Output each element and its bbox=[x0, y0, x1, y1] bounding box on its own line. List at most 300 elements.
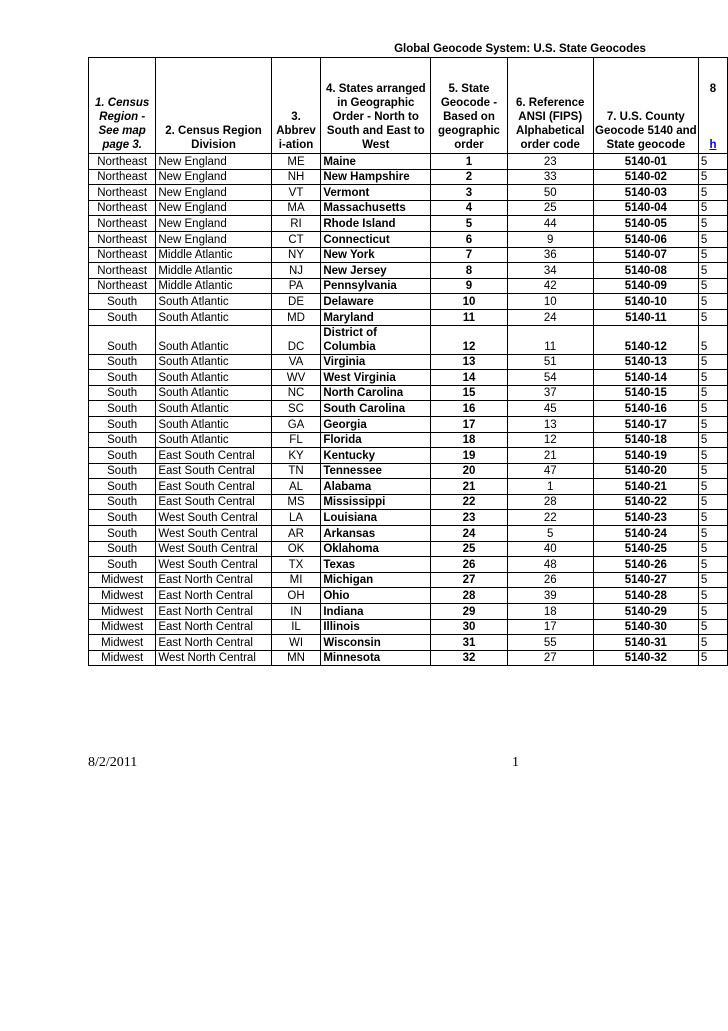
cell-county-geocode: 5140-08 bbox=[593, 263, 698, 279]
cell-fips-code: 54 bbox=[507, 370, 593, 386]
table-row bbox=[89, 604, 728, 620]
cell-fips-code: 27 bbox=[507, 650, 593, 666]
cell-state-geocode: 13 bbox=[431, 354, 507, 370]
cell-fips-code: 39 bbox=[507, 588, 593, 604]
cell-column-8: 5 bbox=[698, 479, 727, 495]
cell-state-geocode: 26 bbox=[431, 557, 507, 573]
table-row bbox=[89, 572, 728, 588]
cell-county-geocode: 5140-12 bbox=[593, 325, 698, 354]
cell-abbreviation: DE bbox=[271, 294, 321, 310]
cell-fips-code: 42 bbox=[507, 278, 593, 294]
cell-county-geocode: 5140-17 bbox=[593, 416, 698, 432]
cell-column-8: 5 bbox=[698, 370, 727, 386]
cell-state-geocode: 4 bbox=[431, 200, 507, 216]
cell-state-geocode: 14 bbox=[431, 370, 507, 386]
table-row bbox=[89, 247, 728, 263]
cell-abbreviation: AL bbox=[271, 479, 321, 495]
table-row bbox=[89, 541, 728, 557]
state-geocode-table bbox=[88, 57, 728, 666]
cell-state-geocode: 3 bbox=[431, 185, 507, 201]
table-header-row bbox=[89, 58, 728, 154]
cell-column-8: 5 bbox=[698, 432, 727, 448]
cell-abbreviation: VT bbox=[271, 185, 321, 201]
cell-column-8: 5 bbox=[698, 263, 727, 279]
table-row bbox=[89, 263, 728, 279]
cell-county-geocode: 5140-15 bbox=[593, 385, 698, 401]
cell-state-name: Wisconsin bbox=[321, 635, 431, 651]
cell-column-8: 5 bbox=[698, 650, 727, 666]
cell-county-geocode: 5140-24 bbox=[593, 526, 698, 542]
cell-census-region: South bbox=[89, 479, 156, 495]
cell-county-geocode: 5140-20 bbox=[593, 463, 698, 479]
cell-fips-code: 36 bbox=[507, 247, 593, 263]
cell-abbreviation: NJ bbox=[271, 263, 321, 279]
header-8-link[interactable]: h bbox=[709, 139, 717, 151]
cell-column-8: 5 bbox=[698, 325, 727, 354]
cell-county-geocode: 5140-03 bbox=[593, 185, 698, 201]
cell-fips-code: 48 bbox=[507, 557, 593, 573]
cell-state-geocode: 8 bbox=[431, 263, 507, 279]
cell-state-geocode: 29 bbox=[431, 604, 507, 620]
cell-fips-code: 44 bbox=[507, 216, 593, 232]
table-row bbox=[89, 510, 728, 526]
header-8-number: 8 bbox=[709, 83, 717, 95]
cell-fips-code: 10 bbox=[507, 294, 593, 310]
cell-fips-code: 17 bbox=[507, 619, 593, 635]
cell-state-geocode: 15 bbox=[431, 385, 507, 401]
cell-state-name: North Carolina bbox=[321, 385, 431, 401]
table-row bbox=[89, 650, 728, 666]
cell-fips-code: 47 bbox=[507, 463, 593, 479]
cell-state-name: New Jersey bbox=[321, 263, 431, 279]
cell-column-8: 5 bbox=[698, 278, 727, 294]
cell-fips-code: 11 bbox=[507, 325, 593, 354]
cell-census-region: Northeast bbox=[89, 278, 156, 294]
cell-fips-code: 45 bbox=[507, 401, 593, 417]
cell-census-region: Midwest bbox=[89, 572, 156, 588]
cell-census-region: South bbox=[89, 370, 156, 386]
cell-abbreviation: OH bbox=[271, 588, 321, 604]
cell-state-name: Virginia bbox=[321, 354, 431, 370]
cell-state-geocode: 24 bbox=[431, 526, 507, 542]
header-census-division: 2. Census Region Division bbox=[156, 58, 271, 154]
table-row bbox=[89, 354, 728, 370]
cell-abbreviation: GA bbox=[271, 416, 321, 432]
cell-abbreviation: TN bbox=[271, 463, 321, 479]
cell-fips-code: 13 bbox=[507, 416, 593, 432]
cell-census-division: East South Central bbox=[156, 494, 271, 510]
cell-state-name: New York bbox=[321, 247, 431, 263]
cell-state-name: Massachusetts bbox=[321, 200, 431, 216]
cell-census-division: West South Central bbox=[156, 526, 271, 542]
cell-county-geocode: 5140-22 bbox=[593, 494, 698, 510]
cell-abbreviation: OK bbox=[271, 541, 321, 557]
cell-abbreviation: IL bbox=[271, 619, 321, 635]
cell-census-region: South bbox=[89, 385, 156, 401]
cell-county-geocode: 5140-09 bbox=[593, 278, 698, 294]
table-row bbox=[89, 370, 728, 386]
cell-census-region: South bbox=[89, 463, 156, 479]
cell-state-name: Alabama bbox=[321, 479, 431, 495]
table-row bbox=[89, 231, 728, 247]
cell-census-region: South bbox=[89, 432, 156, 448]
cell-state-name: Kentucky bbox=[321, 448, 431, 464]
cell-fips-code: 12 bbox=[507, 432, 593, 448]
cell-county-geocode: 5140-21 bbox=[593, 479, 698, 495]
cell-state-geocode: 18 bbox=[431, 432, 507, 448]
cell-census-region: South bbox=[89, 401, 156, 417]
cell-census-division: South Atlantic bbox=[156, 401, 271, 417]
cell-census-division: New England bbox=[156, 200, 271, 216]
cell-abbreviation: LA bbox=[271, 510, 321, 526]
cell-state-name: Minnesota bbox=[321, 650, 431, 666]
cell-column-8: 5 bbox=[698, 247, 727, 263]
cell-state-name: New Hampshire bbox=[321, 169, 431, 185]
cell-census-region: Northeast bbox=[89, 169, 156, 185]
header-census-region: 1. Census Region - See map page 3. bbox=[89, 58, 156, 154]
cell-abbreviation: TX bbox=[271, 557, 321, 573]
cell-state-name: Indiana bbox=[321, 604, 431, 620]
cell-county-geocode: 5140-13 bbox=[593, 354, 698, 370]
cell-census-region: South bbox=[89, 526, 156, 542]
table-row bbox=[89, 463, 728, 479]
cell-state-geocode: 10 bbox=[431, 294, 507, 310]
cell-fips-code: 51 bbox=[507, 354, 593, 370]
table-row bbox=[89, 557, 728, 573]
cell-abbreviation: WI bbox=[271, 635, 321, 651]
cell-census-region: South bbox=[89, 510, 156, 526]
cell-column-8: 5 bbox=[698, 557, 727, 573]
cell-state-geocode: 32 bbox=[431, 650, 507, 666]
table-row bbox=[89, 278, 728, 294]
cell-county-geocode: 5140-02 bbox=[593, 169, 698, 185]
cell-column-8: 5 bbox=[698, 604, 727, 620]
cell-state-name: Oklahoma bbox=[321, 541, 431, 557]
header-county-geocode: 7. U.S. County Geocode 5140 and State geocode bbox=[593, 58, 698, 154]
cell-census-division: New England bbox=[156, 231, 271, 247]
table-row bbox=[89, 526, 728, 542]
cell-fips-code: 40 bbox=[507, 541, 593, 557]
cell-state-name: Tennessee bbox=[321, 463, 431, 479]
table-row bbox=[89, 432, 728, 448]
cell-county-geocode: 5140-30 bbox=[593, 619, 698, 635]
cell-abbreviation: KY bbox=[271, 448, 321, 464]
cell-county-geocode: 5140-19 bbox=[593, 448, 698, 464]
cell-abbreviation: PA bbox=[271, 278, 321, 294]
cell-fips-code: 5 bbox=[507, 526, 593, 542]
cell-census-division: South Atlantic bbox=[156, 309, 271, 325]
cell-census-region: South bbox=[89, 541, 156, 557]
cell-census-division: Middle Atlantic bbox=[156, 278, 271, 294]
table-row bbox=[89, 200, 728, 216]
cell-column-8: 5 bbox=[698, 572, 727, 588]
cell-abbreviation: WV bbox=[271, 370, 321, 386]
cell-column-8: 5 bbox=[698, 448, 727, 464]
cell-county-geocode: 5140-25 bbox=[593, 541, 698, 557]
page-title: Global Geocode System: U.S. State Geocodes bbox=[394, 43, 646, 55]
table-row bbox=[89, 401, 728, 417]
cell-state-geocode: 7 bbox=[431, 247, 507, 263]
cell-column-8: 5 bbox=[698, 401, 727, 417]
cell-column-8: 5 bbox=[698, 294, 727, 310]
cell-fips-code: 28 bbox=[507, 494, 593, 510]
footer-date: 8/2/2011 bbox=[88, 755, 138, 770]
cell-state-name: Arkansas bbox=[321, 526, 431, 542]
cell-census-division: New England bbox=[156, 154, 271, 170]
cell-census-division: New England bbox=[156, 216, 271, 232]
cell-abbreviation: NY bbox=[271, 247, 321, 263]
cell-census-region: Midwest bbox=[89, 604, 156, 620]
cell-state-name: Delaware bbox=[321, 294, 431, 310]
cell-census-region: South bbox=[89, 325, 156, 354]
cell-state-geocode: 1 bbox=[431, 154, 507, 170]
table-row bbox=[89, 635, 728, 651]
cell-abbreviation: NC bbox=[271, 385, 321, 401]
table-row bbox=[89, 416, 728, 432]
cell-county-geocode: 5140-26 bbox=[593, 557, 698, 573]
cell-census-division: East North Central bbox=[156, 572, 271, 588]
cell-column-8: 5 bbox=[698, 385, 727, 401]
cell-census-division: New England bbox=[156, 169, 271, 185]
cell-state-name: Vermont bbox=[321, 185, 431, 201]
cell-column-8: 5 bbox=[698, 185, 727, 201]
cell-census-region: South bbox=[89, 557, 156, 573]
cell-state-name: Rhode Island bbox=[321, 216, 431, 232]
cell-census-division: West North Central bbox=[156, 650, 271, 666]
cell-fips-code: 24 bbox=[507, 309, 593, 325]
cell-county-geocode: 5140-06 bbox=[593, 231, 698, 247]
table-row bbox=[89, 294, 728, 310]
cell-county-geocode: 5140-18 bbox=[593, 432, 698, 448]
cell-census-region: South bbox=[89, 309, 156, 325]
cell-census-division: South Atlantic bbox=[156, 370, 271, 386]
cell-state-geocode: 30 bbox=[431, 619, 507, 635]
cell-state-geocode: 20 bbox=[431, 463, 507, 479]
cell-state-geocode: 5 bbox=[431, 216, 507, 232]
cell-state-geocode: 2 bbox=[431, 169, 507, 185]
cell-column-8: 5 bbox=[698, 526, 727, 542]
cell-census-region: Northeast bbox=[89, 185, 156, 201]
cell-fips-code: 34 bbox=[507, 263, 593, 279]
cell-abbreviation: MD bbox=[271, 309, 321, 325]
cell-state-name: Georgia bbox=[321, 416, 431, 432]
header-ansi-fips-code: 6. Reference ANSI (FIPS) Alphabetical order code bbox=[507, 58, 593, 154]
cell-census-region: Northeast bbox=[89, 231, 156, 247]
cell-column-8: 5 bbox=[698, 231, 727, 247]
footer-page-number: 1 bbox=[512, 755, 519, 770]
cell-state-name: Ohio bbox=[321, 588, 431, 604]
cell-column-8: 5 bbox=[698, 200, 727, 216]
cell-census-region: South bbox=[89, 416, 156, 432]
cell-census-region: South bbox=[89, 494, 156, 510]
cell-column-8: 5 bbox=[698, 309, 727, 325]
cell-county-geocode: 5140-23 bbox=[593, 510, 698, 526]
cell-census-division: West South Central bbox=[156, 557, 271, 573]
cell-census-division: East South Central bbox=[156, 448, 271, 464]
table-row bbox=[89, 494, 728, 510]
cell-census-division: East North Central bbox=[156, 604, 271, 620]
cell-county-geocode: 5140-16 bbox=[593, 401, 698, 417]
cell-county-geocode: 5140-27 bbox=[593, 572, 698, 588]
cell-column-8: 5 bbox=[698, 494, 727, 510]
cell-abbreviation: SC bbox=[271, 401, 321, 417]
header-state-geocode: 5. State Geocode - Based on geographic order bbox=[431, 58, 507, 154]
cell-census-division: New England bbox=[156, 185, 271, 201]
cell-state-geocode: 21 bbox=[431, 479, 507, 495]
cell-state-geocode: 6 bbox=[431, 231, 507, 247]
cell-county-geocode: 5140-04 bbox=[593, 200, 698, 216]
cell-census-region: Northeast bbox=[89, 154, 156, 170]
cell-census-division: South Atlantic bbox=[156, 325, 271, 354]
cell-state-name: Louisiana bbox=[321, 510, 431, 526]
cell-census-division: East North Central bbox=[156, 635, 271, 651]
cell-fips-code: 25 bbox=[507, 200, 593, 216]
cell-state-name: Florida bbox=[321, 432, 431, 448]
cell-census-region: South bbox=[89, 354, 156, 370]
cell-abbreviation: RI bbox=[271, 216, 321, 232]
cell-column-8: 5 bbox=[698, 154, 727, 170]
cell-state-geocode: 19 bbox=[431, 448, 507, 464]
header-column-8-cut bbox=[698, 58, 727, 154]
cell-state-name: Maryland bbox=[321, 309, 431, 325]
cell-fips-code: 50 bbox=[507, 185, 593, 201]
cell-abbreviation: MI bbox=[271, 572, 321, 588]
header-abbreviation: 3. Abbrev i-ation bbox=[271, 58, 321, 154]
cell-abbreviation: ME bbox=[271, 154, 321, 170]
cell-fips-code: 55 bbox=[507, 635, 593, 651]
cell-state-geocode: 25 bbox=[431, 541, 507, 557]
cell-census-region: Northeast bbox=[89, 263, 156, 279]
table-row bbox=[89, 169, 728, 185]
cell-fips-code: 21 bbox=[507, 448, 593, 464]
table-row bbox=[89, 385, 728, 401]
cell-county-geocode: 5140-32 bbox=[593, 650, 698, 666]
cell-state-geocode: 16 bbox=[431, 401, 507, 417]
cell-census-division: South Atlantic bbox=[156, 432, 271, 448]
cell-state-geocode: 28 bbox=[431, 588, 507, 604]
cell-column-8: 5 bbox=[698, 169, 727, 185]
cell-census-division: East South Central bbox=[156, 479, 271, 495]
cell-census-region: South bbox=[89, 448, 156, 464]
cell-state-geocode: 12 bbox=[431, 325, 507, 354]
cell-county-geocode: 5140-28 bbox=[593, 588, 698, 604]
cell-abbreviation: IN bbox=[271, 604, 321, 620]
table-row bbox=[89, 479, 728, 495]
cell-state-geocode: 17 bbox=[431, 416, 507, 432]
cell-census-region: Midwest bbox=[89, 619, 156, 635]
cell-column-8: 5 bbox=[698, 463, 727, 479]
cell-county-geocode: 5140-29 bbox=[593, 604, 698, 620]
cell-fips-code: 22 bbox=[507, 510, 593, 526]
table-body bbox=[89, 58, 728, 666]
cell-census-region: Midwest bbox=[89, 635, 156, 651]
cell-abbreviation: MN bbox=[271, 650, 321, 666]
cell-fips-code: 33 bbox=[507, 169, 593, 185]
cell-fips-code: 37 bbox=[507, 385, 593, 401]
cell-census-division: South Atlantic bbox=[156, 385, 271, 401]
cell-census-division: South Atlantic bbox=[156, 354, 271, 370]
cell-census-division: Middle Atlantic bbox=[156, 263, 271, 279]
cell-state-geocode: 31 bbox=[431, 635, 507, 651]
cell-county-geocode: 5140-05 bbox=[593, 216, 698, 232]
cell-state-name: Mississippi bbox=[321, 494, 431, 510]
cell-state-name: Texas bbox=[321, 557, 431, 573]
cell-state-name: Pennsylvania bbox=[321, 278, 431, 294]
cell-census-division: South Atlantic bbox=[156, 416, 271, 432]
cell-state-geocode: 23 bbox=[431, 510, 507, 526]
cell-abbreviation: AR bbox=[271, 526, 321, 542]
cell-abbreviation: DC bbox=[271, 325, 321, 354]
cell-census-division: Middle Atlantic bbox=[156, 247, 271, 263]
cell-abbreviation: FL bbox=[271, 432, 321, 448]
cell-census-division: West South Central bbox=[156, 541, 271, 557]
cell-state-name: District of Columbia bbox=[321, 325, 431, 354]
cell-column-8: 5 bbox=[698, 635, 727, 651]
cell-fips-code: 1 bbox=[507, 479, 593, 495]
cell-state-name: South Carolina bbox=[321, 401, 431, 417]
cell-census-region: Northeast bbox=[89, 247, 156, 263]
table-row bbox=[89, 619, 728, 635]
cell-county-geocode: 5140-31 bbox=[593, 635, 698, 651]
cell-census-region: Midwest bbox=[89, 588, 156, 604]
cell-abbreviation: MA bbox=[271, 200, 321, 216]
cell-state-geocode: 9 bbox=[431, 278, 507, 294]
cell-state-geocode: 11 bbox=[431, 309, 507, 325]
cell-county-geocode: 5140-11 bbox=[593, 309, 698, 325]
table-row bbox=[89, 185, 728, 201]
table-row bbox=[89, 154, 728, 170]
cell-column-8: 5 bbox=[698, 588, 727, 604]
cell-county-geocode: 5140-10 bbox=[593, 294, 698, 310]
cell-census-division: East North Central bbox=[156, 619, 271, 635]
cell-state-geocode: 27 bbox=[431, 572, 507, 588]
cell-state-name: Illinois bbox=[321, 619, 431, 635]
cell-county-geocode: 5140-07 bbox=[593, 247, 698, 263]
cell-column-8: 5 bbox=[698, 354, 727, 370]
table-row bbox=[89, 216, 728, 232]
cell-abbreviation: MS bbox=[271, 494, 321, 510]
cell-column-8: 5 bbox=[698, 416, 727, 432]
cell-column-8: 5 bbox=[698, 619, 727, 635]
cell-census-division: South Atlantic bbox=[156, 294, 271, 310]
header-states-geographic-order: 4. States arranged in Geographic Order - North to South and East to West bbox=[321, 58, 431, 154]
cell-column-8: 5 bbox=[698, 510, 727, 526]
cell-fips-code: 18 bbox=[507, 604, 593, 620]
cell-county-geocode: 5140-14 bbox=[593, 370, 698, 386]
table-row bbox=[89, 448, 728, 464]
cell-column-8: 5 bbox=[698, 541, 727, 557]
cell-state-name: West Virginia bbox=[321, 370, 431, 386]
cell-abbreviation: CT bbox=[271, 231, 321, 247]
cell-census-division: East South Central bbox=[156, 463, 271, 479]
cell-column-8: 5 bbox=[698, 216, 727, 232]
cell-state-name: Connecticut bbox=[321, 231, 431, 247]
table-row bbox=[89, 325, 728, 354]
cell-census-division: East North Central bbox=[156, 588, 271, 604]
cell-fips-code: 26 bbox=[507, 572, 593, 588]
table-row bbox=[89, 309, 728, 325]
cell-abbreviation: NH bbox=[271, 169, 321, 185]
table-row bbox=[89, 588, 728, 604]
cell-census-region: South bbox=[89, 294, 156, 310]
cell-census-division: West South Central bbox=[156, 510, 271, 526]
cell-fips-code: 23 bbox=[507, 154, 593, 170]
cell-state-name: Maine bbox=[321, 154, 431, 170]
cell-state-geocode: 22 bbox=[431, 494, 507, 510]
cell-state-name: Michigan bbox=[321, 572, 431, 588]
cell-county-geocode: 5140-01 bbox=[593, 154, 698, 170]
cell-census-region: Midwest bbox=[89, 650, 156, 666]
